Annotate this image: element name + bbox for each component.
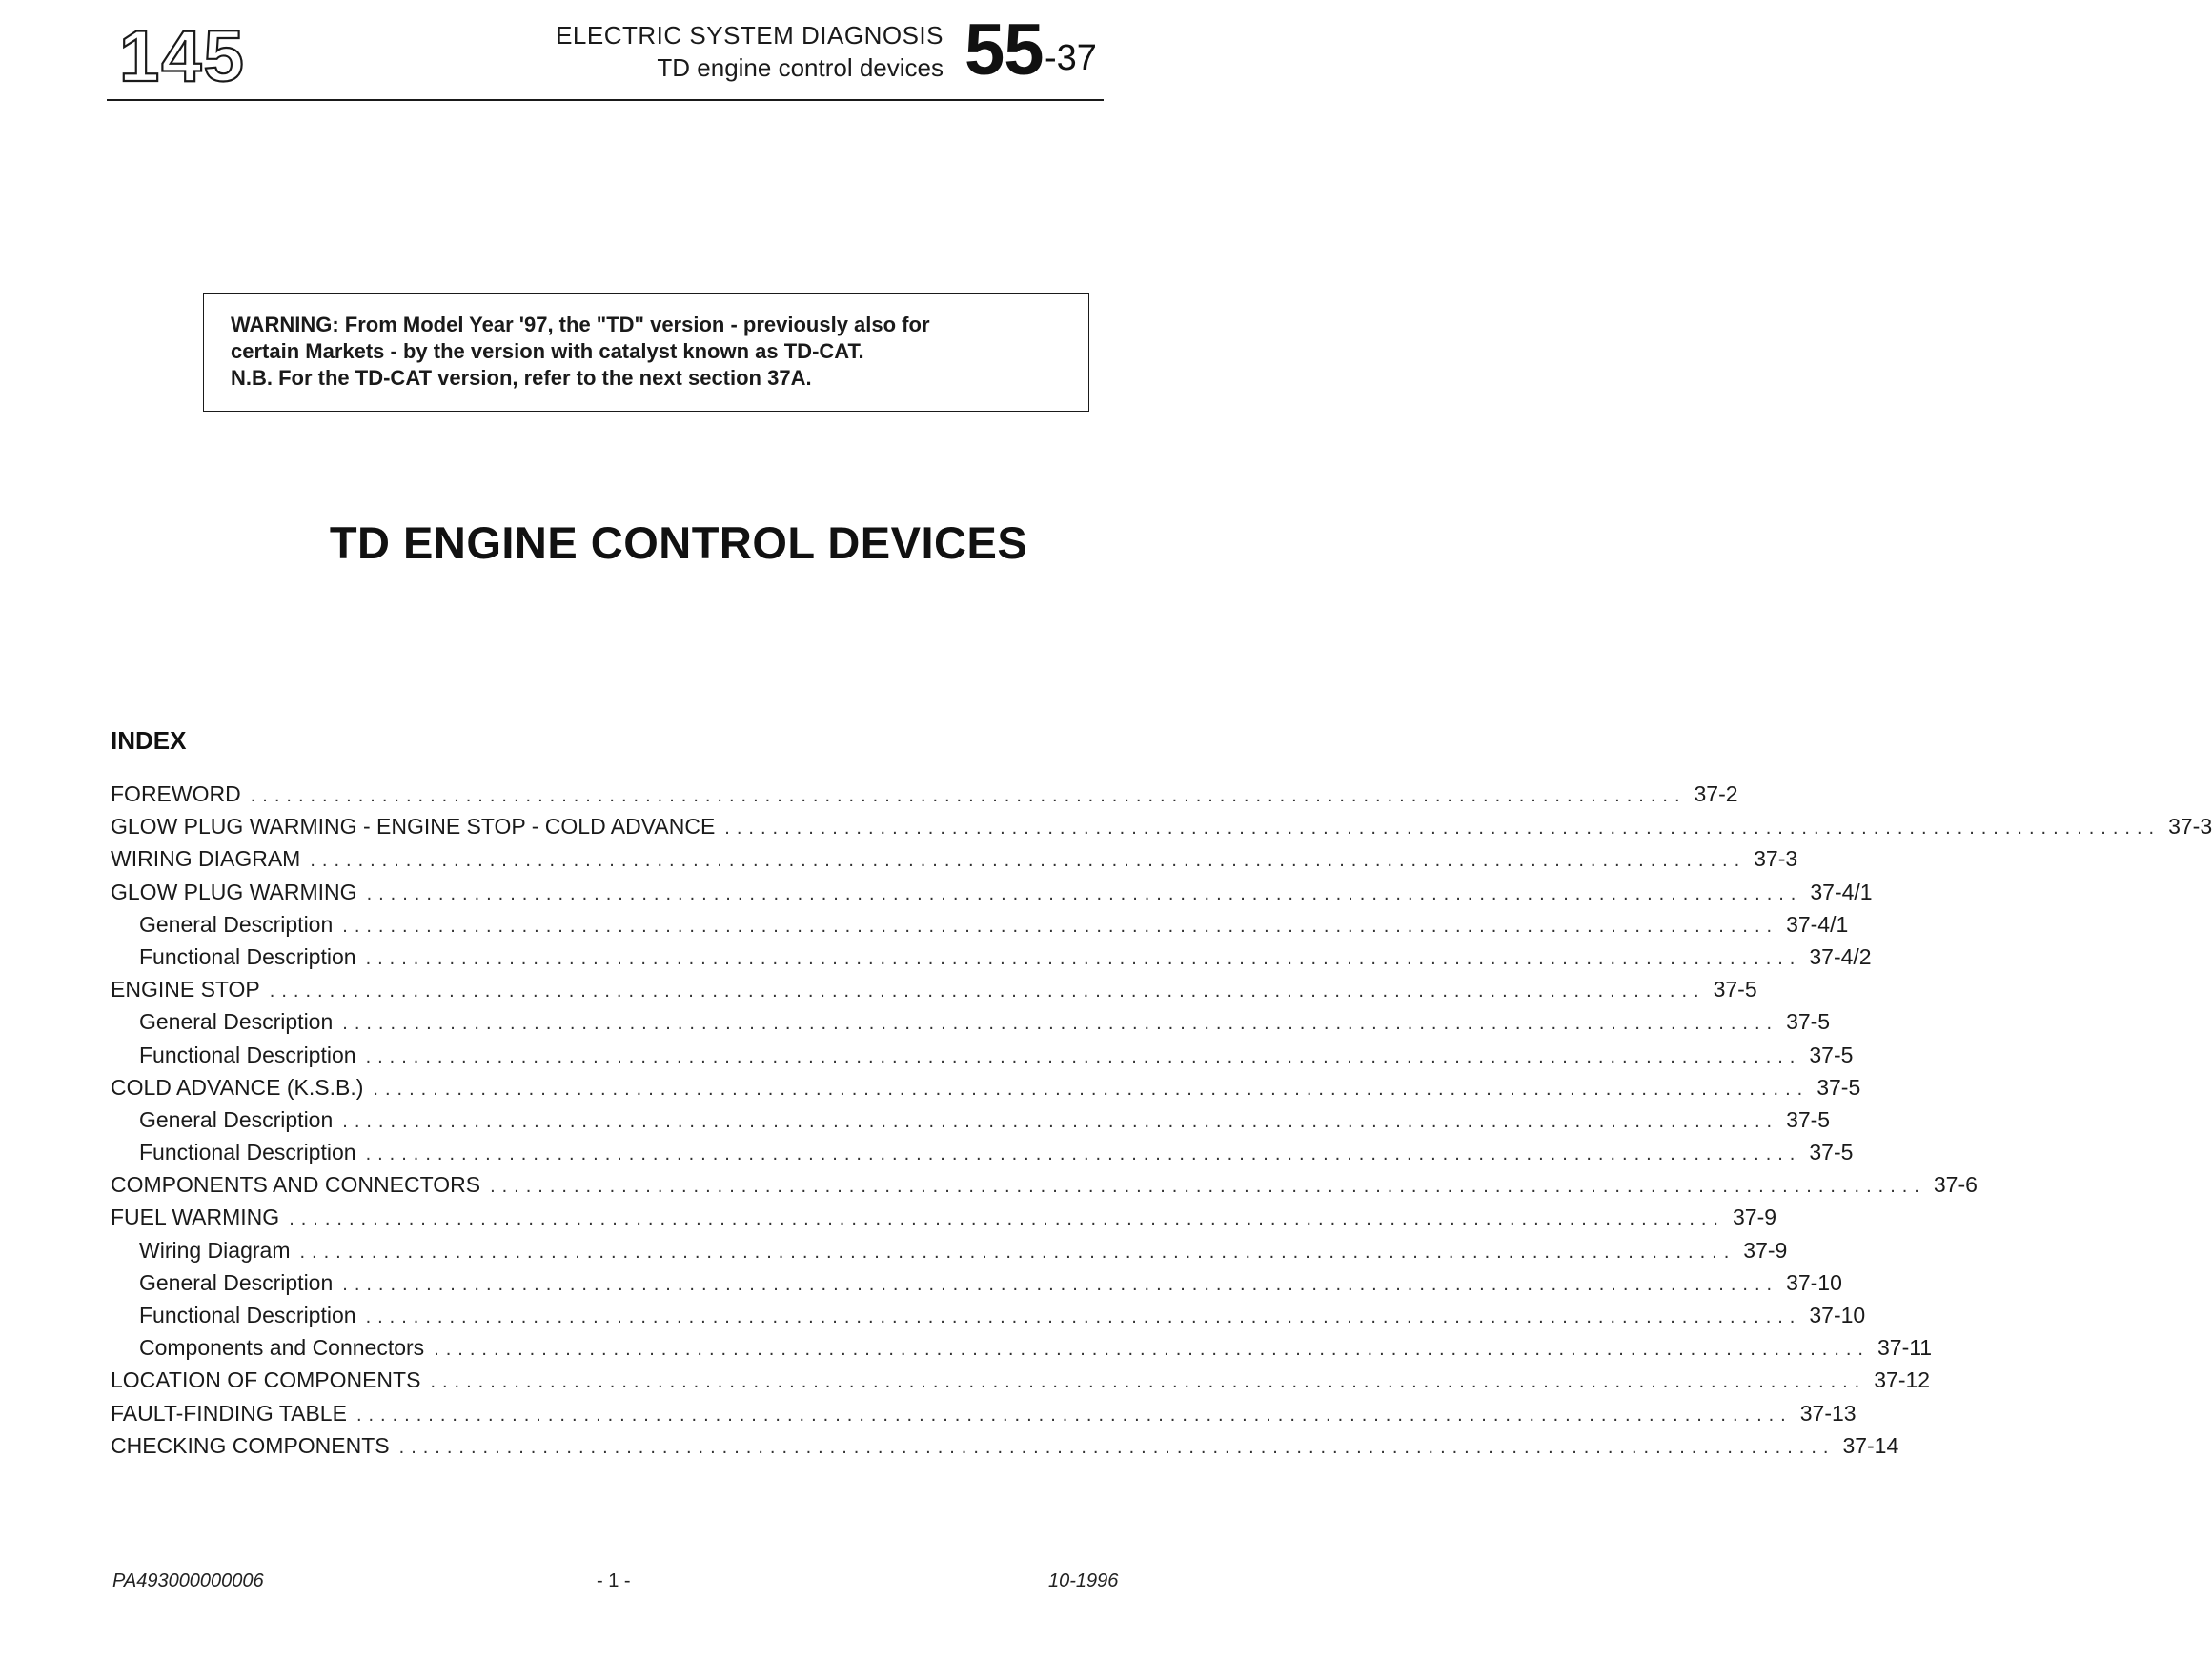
index-entry-label: General Description [139, 911, 334, 937]
index-entry-label: COLD ADVANCE (K.S.B.) [111, 1074, 364, 1100]
index-entry-components-and-connectors[interactable] [111, 1172, 1978, 1204]
index-entry-label: FAULT-FINDING TABLE [111, 1400, 347, 1426]
leader-dots: ........................................................................................................................ [724, 818, 2161, 840]
index-entry-page: 37-14 [1842, 1432, 1899, 1458]
leader-dots: ........................................................................................................................ [490, 1176, 1926, 1198]
header-title-line1: ELECTRIC SYSTEM DIAGNOSIS [556, 21, 944, 50]
leader-dots: ........................................................................................................................ [250, 785, 1687, 806]
index-entry-label: Functional Description [139, 1140, 356, 1165]
model-logo-text: 145 [119, 16, 246, 97]
index-entry-engine-stop[interactable] [111, 977, 1757, 1009]
index-entry-page: 37-10 [1809, 1303, 1866, 1327]
leader-dots: ........................................................................................................................ [365, 1306, 1802, 1327]
index-entry-page: 37-5 [1786, 1106, 1831, 1132]
index-entry-page: 37-9 [1732, 1204, 1777, 1230]
index-entry-page: 37-3 [2168, 814, 2212, 840]
index-entry-glow-plug-warming[interactable] [111, 879, 1873, 912]
header-title-line2: TD engine control devices [657, 53, 944, 82]
index-entry-page: 37-5 [1809, 1140, 1854, 1165]
leader-dots: ........................................................................................................................ [299, 1241, 1736, 1263]
index-entry-label: FOREWORD [111, 781, 241, 806]
index-entry-label: Functional Description [139, 1042, 356, 1067]
index-entry-page: 37-4/1 [1786, 911, 1849, 937]
page-title: TD ENGINE CONTROL DEVICES [329, 517, 1028, 568]
index-entry-page: 37-4/2 [1809, 943, 1872, 969]
index-entry-label: Components and Connectors [139, 1335, 425, 1361]
index-entry-page: 37-5 [1809, 1042, 1854, 1067]
leader-dots: ........................................................................................................................ [355, 1404, 1793, 1426]
index-entry-label: WIRING DIAGRAM [111, 846, 301, 872]
leader-dots: ........................................................................................................................ [373, 1078, 1810, 1100]
footer-doc-code: PA493000000006 [112, 1570, 264, 1591]
model-logo [119, 16, 291, 97]
warning-line-2: certain Markets - by the version with catalyst known as TD-CAT. [231, 339, 864, 363]
index-entry-page: 37-6 [1933, 1172, 1978, 1198]
index-entry-fuel-warming[interactable] [111, 1204, 1777, 1237]
index-entry-label: LOCATION OF COMPONENTS [111, 1367, 421, 1393]
footer-page-number: - 1 - [597, 1570, 631, 1591]
index-entry-cold-advance[interactable] [111, 1074, 1861, 1107]
index-entry-fuel-warming-general-description[interactable] [111, 1269, 1842, 1303]
index-entry-location-of-components[interactable] [111, 1367, 1931, 1400]
warning-box [203, 293, 1089, 412]
index-entry-page: 37-4/1 [1810, 879, 1873, 904]
leader-dots: ........................................................................................................................ [342, 1110, 1779, 1132]
index-entry-fuel-warming-components-connectors[interactable] [111, 1335, 1933, 1367]
leader-dots: ........................................................................................................................ [434, 1339, 1870, 1361]
leader-dots: ........................................................................................................................ [269, 981, 1706, 1002]
index-entry-label: CHECKING COMPONENTS [111, 1432, 390, 1458]
leader-dots: ........................................................................................................................ [310, 850, 1747, 872]
index-entry-fuel-warming-functional-description[interactable] [111, 1303, 1866, 1335]
index-entry-page: 37-5 [1816, 1074, 1861, 1100]
index-entry-fuel-warming-wiring-diagram[interactable] [111, 1237, 1788, 1270]
index-entry-label: ENGINE STOP [111, 977, 260, 1002]
index-entry-glow-plug-functional-description[interactable] [111, 943, 1872, 977]
footer-date: 10-1996 [1048, 1570, 1119, 1591]
index-entry-page: 37-5 [1786, 1009, 1831, 1035]
index-entry-label: FUEL WARMING [111, 1204, 280, 1230]
index-entry-page: 37-9 [1743, 1237, 1788, 1263]
index-entry-glow-plug-engine-stop-cold-advance[interactable] [111, 814, 2212, 846]
index-entry-engine-stop-general-description[interactable] [111, 1009, 1831, 1042]
leader-dots: ........................................................................................................................ [342, 915, 1779, 937]
index-entry-label: Functional Description [139, 1303, 356, 1327]
section-subnumber: -37 [1045, 38, 1097, 78]
index-entry-page: 37-5 [1713, 977, 1757, 1002]
index-entry-foreword[interactable] [111, 781, 1738, 814]
index-entry-label: Wiring Diagram [139, 1237, 291, 1263]
section-number: 55 [964, 10, 1044, 91]
index-entry-page: 37-3 [1754, 846, 1798, 872]
leader-dots: ........................................................................................................................ [366, 882, 1803, 904]
leader-dots: ........................................................................................................................ [365, 1144, 1802, 1165]
index-entry-glow-plug-general-description[interactable] [111, 911, 1849, 944]
index-entry-cold-advance-general-description[interactable] [111, 1106, 1831, 1140]
leader-dots: ........................................................................................................................ [365, 1045, 1802, 1067]
index-entry-page: 37-10 [1786, 1269, 1842, 1295]
leader-dots: ........................................................................................................................ [342, 1273, 1779, 1295]
index-entry-page: 37-2 [1694, 781, 1738, 806]
index-entry-page: 37-11 [1877, 1335, 1933, 1361]
leader-dots: ........................................................................................................................ [289, 1208, 1725, 1230]
index-entry-label: General Description [139, 1009, 334, 1035]
warning-line-1: WARNING: From Model Year '97, the "TD" version - previously also for [231, 313, 930, 336]
warning-line-3: N.B. For the TD-CAT version, refer to the next section 37A. [231, 366, 812, 390]
index-entry-cold-advance-functional-description[interactable] [111, 1140, 1854, 1172]
index-entry-page: 37-13 [1799, 1400, 1857, 1426]
index-entry-label: General Description [139, 1269, 334, 1295]
leader-dots: ........................................................................................................................ [430, 1371, 1867, 1393]
header-divider [107, 99, 1104, 101]
leader-dots: ........................................................................................................................ [342, 1013, 1779, 1035]
leader-dots: ........................................................................................................................ [398, 1436, 1836, 1458]
index-entry-checking-components[interactable] [111, 1432, 1899, 1466]
index-entry-label: GLOW PLUG WARMING - ENGINE STOP - COLD ADVANCE [111, 814, 716, 840]
index-entry-engine-stop-functional-description[interactable] [111, 1042, 1854, 1075]
index-entry-label: Functional Description [139, 943, 356, 969]
index-entry-label: COMPONENTS AND CONNECTORS [111, 1172, 481, 1198]
index-entry-page: 37-12 [1874, 1367, 1931, 1393]
index-list [111, 781, 2212, 1466]
index-entry-wiring-diagram[interactable] [111, 846, 1798, 879]
header-titles [556, 19, 944, 84]
index-heading: INDEX [111, 726, 187, 755]
index-entry-fault-finding-table[interactable] [111, 1400, 1857, 1433]
index-entry-label: General Description [139, 1106, 334, 1132]
leader-dots: ........................................................................................................................ [365, 947, 1802, 969]
index-entry-label: GLOW PLUG WARMING [111, 879, 357, 904]
